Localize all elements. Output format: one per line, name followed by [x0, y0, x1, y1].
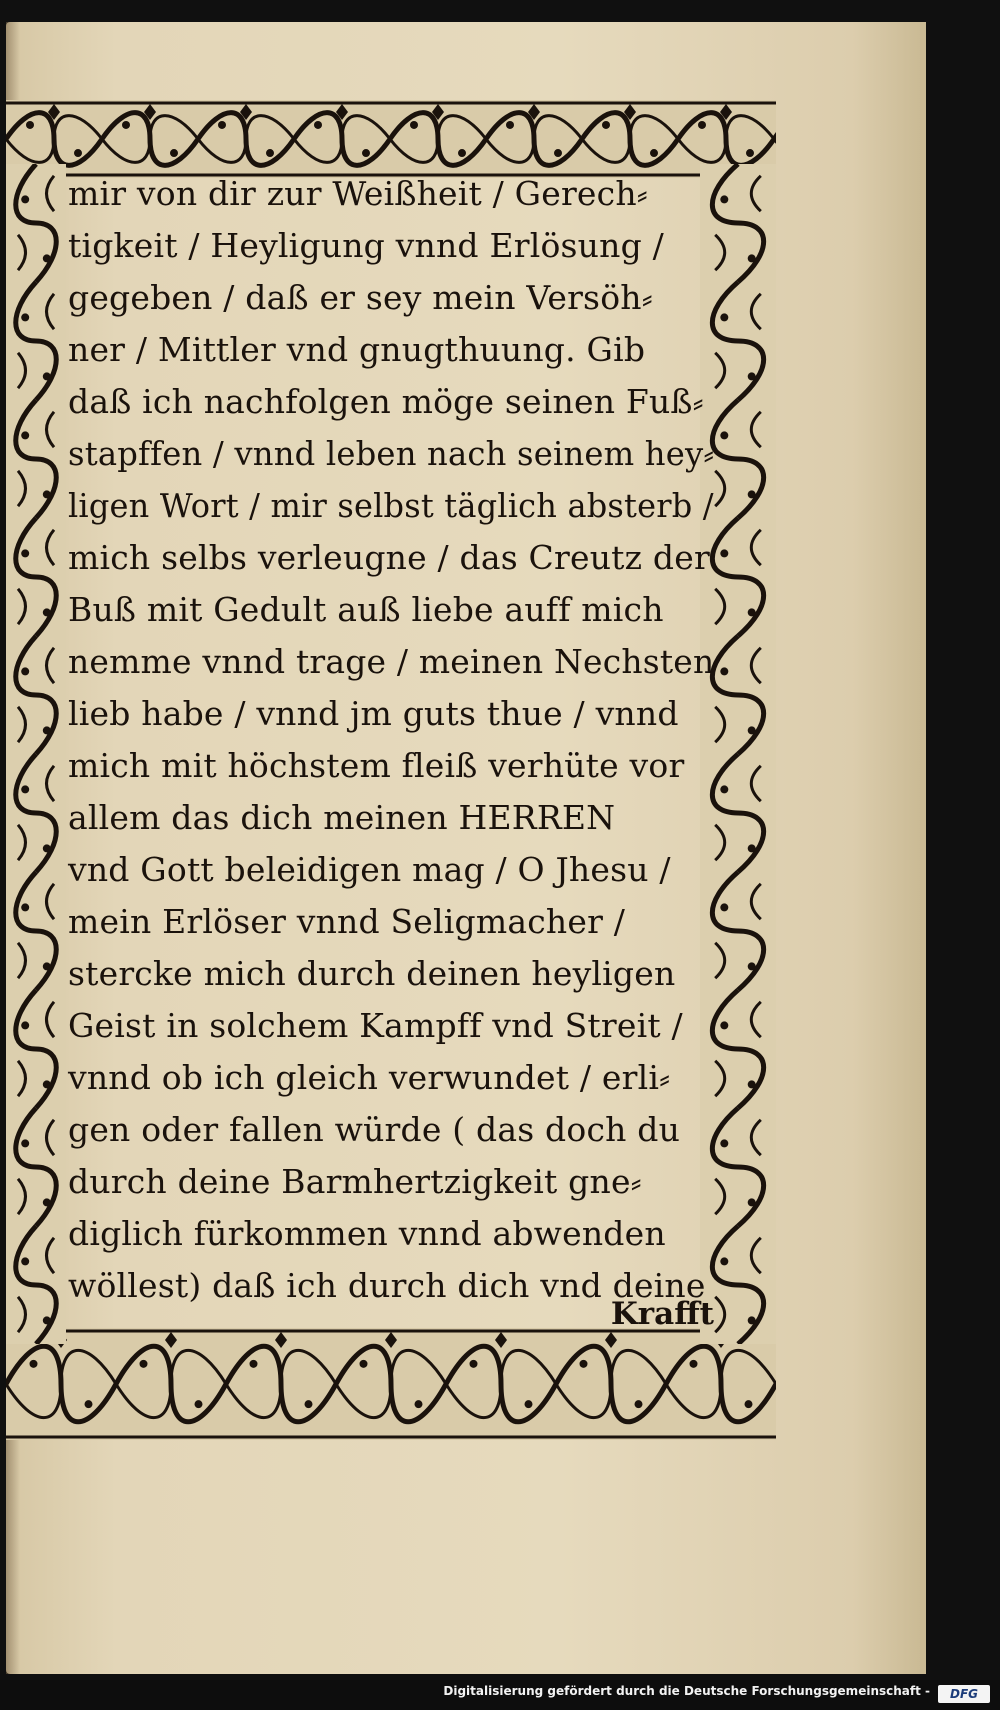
text-line: mich mit höchstem fleiß verhüte vor — [68, 746, 685, 785]
text-line: mir von dir zur Weißheit / Gerech⸗ — [68, 174, 648, 213]
text-line: diglich fürkommen vnnd abwenden — [68, 1214, 666, 1253]
text-line: gegeben / daß er sey mein Versöh⸗ — [68, 278, 653, 317]
ornament-band-top — [6, 100, 776, 178]
text-line: stercke mich durch deinen heyligen — [68, 954, 676, 993]
text-line: mich selbs verleugne / das Creutz der — [68, 538, 710, 577]
text-line: vnnd ob ich gleich verwundet / erli⸗ — [68, 1058, 671, 1097]
digitization-footer — [0, 1680, 1000, 1710]
text-line: Buß mit Gedult auß liebe auff mich — [68, 590, 664, 629]
text-line: gen oder fallen würde ( das doch du — [68, 1110, 681, 1149]
text-line: wöllest) daß ich durch dich vnd deine — [68, 1266, 706, 1305]
text-line: lieb habe / vnnd jm guts thue / vnnd — [68, 694, 679, 733]
footer-credit: Digitalisierung gefördert durch die Deutsche Forschungsgemeinschaft - — [443, 1684, 930, 1698]
catchword: Krafft — [610, 1296, 714, 1332]
text-line: durch deine Barmhertzigkeit gne⸗ — [68, 1162, 642, 1201]
text-line: ligen Wort / mir selbst täglich absterb / — [68, 486, 714, 525]
text-line: Geist in solchem Kampff vnd Streit / — [68, 1006, 683, 1045]
text-line: allem das dich meinen HERREN — [68, 798, 616, 837]
text-line: tigkeit / Heyligung vnnd Erlösung / — [68, 226, 664, 265]
text-line: ner / Mittler vnd gnugthuung. Gib — [68, 330, 646, 369]
ornament-band-bottom — [6, 1328, 776, 1440]
page-text — [68, 170, 715, 1332]
dfg-logo: DFG — [938, 1685, 990, 1703]
text-line: daß ich nachfolgen möge seinen Fuß⸗ — [68, 382, 704, 421]
ornament-motifs — [6, 1328, 776, 1440]
text-line: nemme vnnd trage / meinen Nechsten — [68, 642, 715, 681]
text-line: mein Erlöser vnnd Seligmacher / — [68, 902, 626, 941]
ornament-motifs — [6, 100, 776, 178]
ornament-motifs — [6, 164, 66, 1344]
ornament-band-left — [6, 164, 66, 1344]
text-line: stapffen / vnnd leben nach seinem hey⸗ — [68, 434, 715, 473]
text-line: vnd Gott beleidigen mag / O Jhesu / — [68, 850, 671, 889]
